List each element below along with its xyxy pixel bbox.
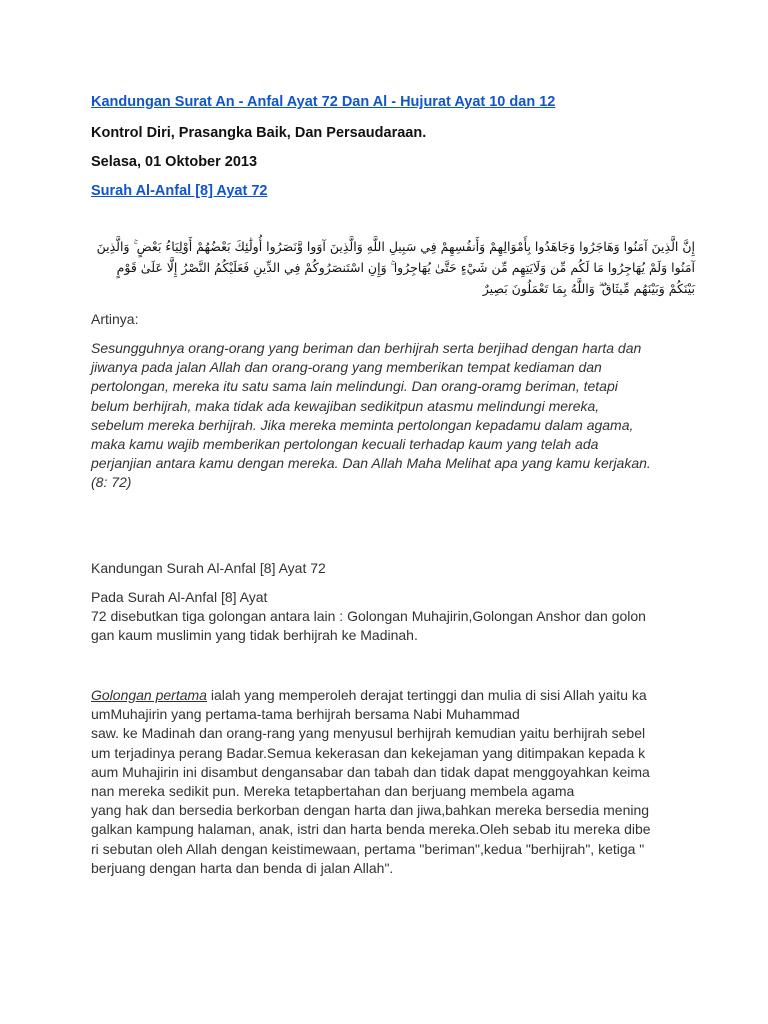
golongan-line: saw. ke Madinah dan orang-rang yang menyusul berhijrah kemudian yaitu berhijrah sebel [91, 725, 646, 742]
golongan-line: aum Muhajirin ini disambut dengansabar dan tabah dan tidak dapat menggoyahkan keima [91, 763, 650, 780]
golongan-line: nan mereka sedikit pun. Mereka tetapbertahan dan berjuang membela agama [91, 783, 575, 800]
translation-line: Sesungguhnya orang-orang yang beriman dan berhijrah serta berjihad dengan harta dan [91, 340, 642, 356]
surah-link[interactable]: Surah Al-Anfal [8] Ayat 72 [91, 183, 268, 199]
subtitle: Kontrol Diri, Prasangka Baik, Dan Persaudaraan. [91, 125, 427, 141]
intro-line: gan kaum muslimin yang tidak berhijrah ke Madinah. [91, 627, 418, 644]
intro-paragraph [91, 588, 695, 646]
translation-line: pertolongan, mereka itu satu sama lain melindungi. Dan orang-oramg beriman, tetapi [91, 378, 618, 395]
golongan-paragraph [91, 686, 695, 878]
translation-line: belum berhijrah, maka tidak ada kewajiban sedikitpun atasmu melindungi mereka, [91, 397, 600, 414]
translation-line: (8: 72) [91, 474, 132, 491]
golongan-line: ri sebutan oleh Allah dengan keistimewaan, pertama "beriman",kedua "berhijrah", ketiga " [91, 840, 645, 857]
translation-paragraph [91, 339, 695, 493]
section-heading: Kandungan Surah Al-Anfal [8] Ayat 72 [91, 560, 326, 576]
golongan-first-rest: ialah yang memperoleh derajat tertinggi dan mulia di sisi Allah yaitu ka [206, 687, 647, 703]
golongan-pertama-label: Golongan pertama [91, 687, 207, 703]
translation-line: perjanjian antara kamu dengan mereka. Dan Allah Maha Melihat apa yang kamu kerjakan. [91, 455, 651, 472]
translation-line: maka kamu wajib memberikan pertolongan kecuali terhadap kaum yang telah ada [91, 436, 599, 453]
post-date: Selasa, 01 Oktober 2013 [91, 154, 258, 170]
translation-line: sebelum mereka berhijrah. Jika mereka meminta pertolongan kepadamu dalam agama, [91, 416, 634, 433]
golongan-line: umMuhajirin yang pertama-tama berhijrah bersama Nabi Muhammad [91, 706, 520, 723]
golongan-line: berjuang dengan harta dan benda di jalan Allah". [91, 859, 394, 876]
artinya-label: Artinya: [91, 311, 139, 327]
intro-line: 72 disebutkan tiga golongan antara lain : Golongan Muhajirin,Golongan Anshor dan golon [91, 608, 646, 625]
intro-line: Pada Surah Al-Anfal [8] Ayat [91, 589, 268, 605]
translation-line: jiwanya pada jalan Allah dan orang-orang yang memberikan tempat kediaman dan [91, 359, 602, 376]
golongan-line: um terjadinya perang Badar.Semua kekerasan dan kekejaman yang ditimpakan kepada k [91, 744, 646, 761]
golongan-line: yang hak dan bersedia berkorban dengan harta dan jiwa,bahkan mereka bersedia mening [91, 802, 650, 819]
golongan-line: galkan kampung halaman, anak, istri dan harta benda mereka.Oleh sebab itu mereka dibe [91, 821, 651, 838]
arabic-verse: إِنَّ الَّذِينَ آمَنُوا وَهَاجَرُوا وَجَاهَدُوا بِأَمْوَالِهِمْ وَأَنفُسِهِمْ فِي سَبِيلِ اللَّهِ وَالَّذِينَ آوَوا وَّنَصَرُوا أُولَٰئِكَ بَعْضُهُمْ أَوْلِيَاءُ بَعْضٍ ۚ وَالَّذِينَ آمَنُوا وَلَمْ يُهَاجِرُوا مَا لَكُم مِّن وَلَايَتِهِم مِّن شَيْءٍ حَتَّىٰ يُهَاجِرُوا ۚ وَإِنِ اسْتَنصَرُوكُمْ فِي الدِّينِ فَعَلَيْكُمُ النَّصْرُ إِلَّا عَلَىٰ قَوْمٍ بَيْنَكُمْ وَبَيْنَهُم مِّيثَاقٌ ۗ وَاللَّهُ بِمَا تَعْمَلُونَ بَصِيرٌ [96, 239, 695, 296]
golongan-first-line [91, 686, 695, 705]
title-link[interactable]: Kandungan Surat An - Anfal Ayat 72 Dan Al - Hujurat Ayat 10 dan 12 [91, 94, 556, 110]
